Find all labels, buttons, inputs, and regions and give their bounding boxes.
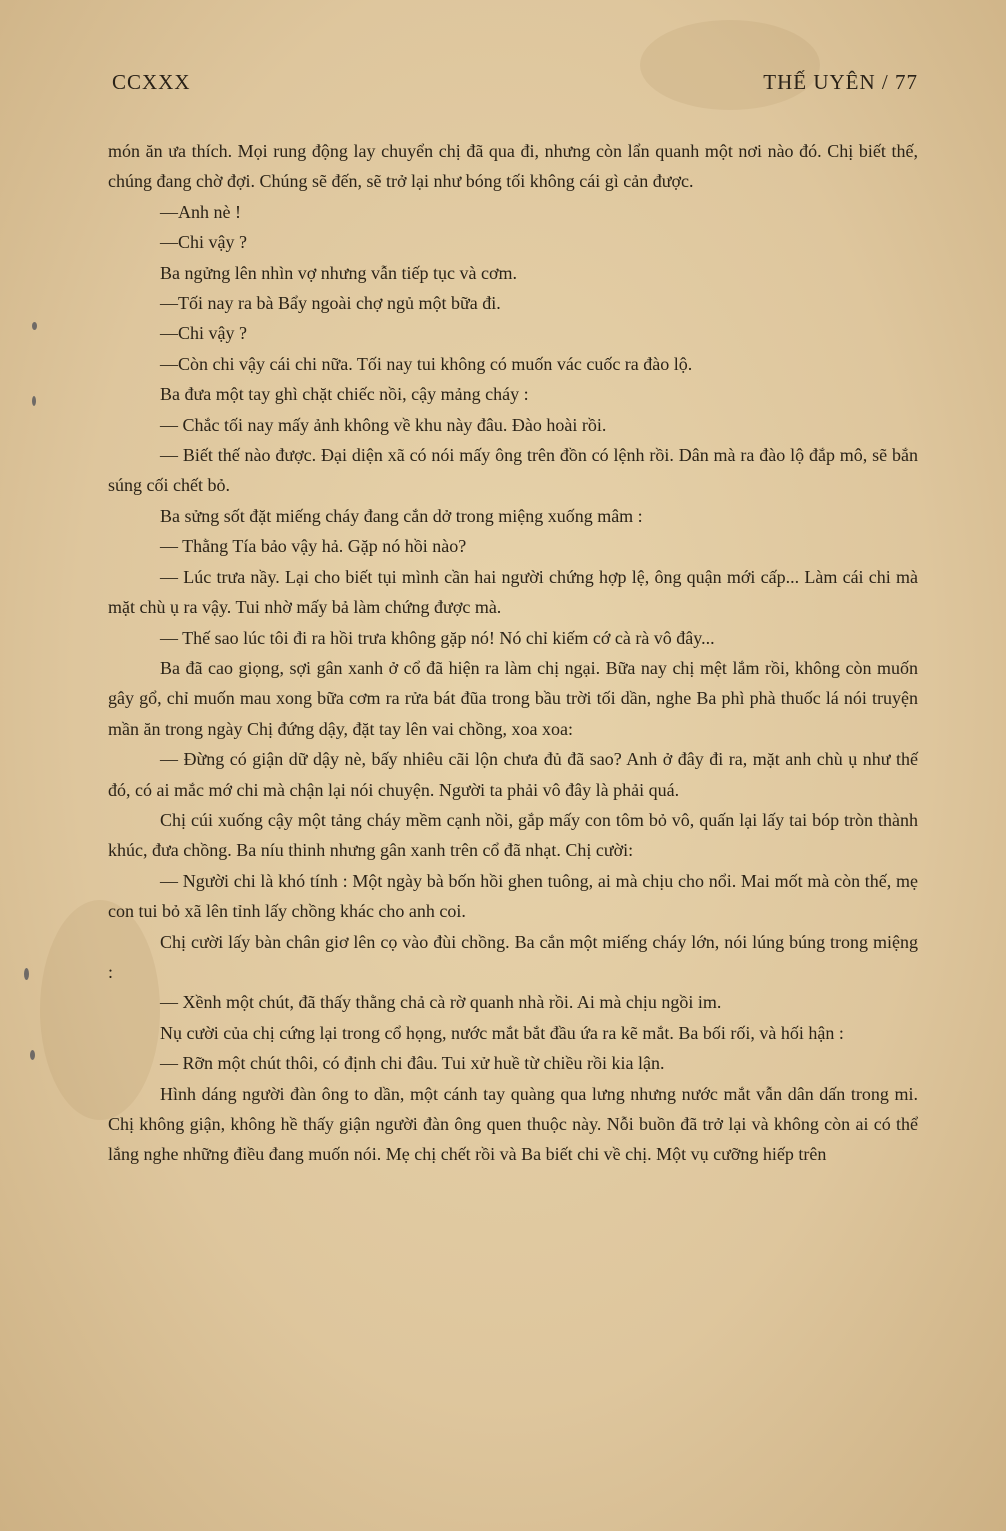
paragraph: —Anh nè ! <box>160 201 241 222</box>
paragraph: — Thằng Tía bảo vậy hả. Gặp nó hồi nào? <box>160 536 467 557</box>
paragraph: Chị cười lấy bàn chân giơ lên cọ vào đùi chồng. Ba cắn một miếng cháy lớn, nói lúng búng trong miệng : <box>108 931 918 982</box>
paragraph: Chị cúi xuống cậy một tảng cháy mềm cạnh nồi, gắp mấy con tôm bỏ vô, quấn lại lấy tai bóp tròn thành khúc, đưa chồng. Ba níu thinh nhưng gân xanh trên cổ đã nhạt. Chị cười: <box>108 809 918 861</box>
paragraph: Ba ngửng lên nhìn vợ nhưng vẫn tiếp tục và cơm. <box>160 262 517 283</box>
paragraph: — Lúc trưa nầy. Lại cho biết tụi mình cần hai người chứng hợp lệ, ông quận mới cấp... Làm cái chi mà mặt chù ụ ra vậy. Tui nhờ mấy bả làm chứng được mà. <box>108 566 918 618</box>
paragraph: — Đừng có giận dữ dậy nè, bấy nhiêu cãi lộn chưa đủ đã sao? Anh ở đây đi ra, mặt anh chù ụ như thế đó, có ai mắc mớ chi mà chận lại nói chuyện. Người ta phải vô đây là phải quá. <box>108 749 918 800</box>
page-header <box>112 70 918 100</box>
binding-mark <box>32 322 37 330</box>
binding-mark <box>32 396 36 406</box>
paragraph: Hình dáng người đàn ông to dần, một cánh tay quàng qua lưng nhưng nước mắt vẫn dân dấn trong mi. Chị không giận, không hề thấy giận người đàn ông quen thuộc này. Nỗi buồn đã trở lại và không còn ai có thể lắng nghe những điều đang muốn nói. Mẹ chị chết rồi và Ba biết chi về chị. Một vụ cưỡng hiếp trên <box>108 1083 918 1165</box>
paragraph: — Xềnh một chút, đã thấy thằng chả cà rờ quanh nhà rồi. Ai mà chịu ngồi im. <box>160 992 722 1013</box>
paragraph: Nụ cười của chị cứng lại trong cổ họng, nước mắt bắt đầu ứa ra kẽ mắt. Ba bối rối, và hối hận : <box>160 1022 844 1043</box>
section-label: CCXXX <box>112 70 191 94</box>
paragraph: Ba sửng sốt đặt miếng cháy đang cắn dở trong miệng xuống mâm : <box>160 505 643 526</box>
paragraph: —Chi vậy ? <box>160 232 247 253</box>
binding-mark <box>30 1050 35 1060</box>
paragraph: — Chắc tối nay mấy ảnh không về khu này đâu. Đào hoài rồi. <box>160 414 607 435</box>
paragraph: — Người chi là khó tính : Một ngày bà bốn hồi ghen tuông, ai mà chịu cho nổi. Mai mốt mà còn thế, mẹ con tui bỏ xã lên tỉnh lấy chồng khác cho anh coi. <box>108 870 918 922</box>
paragraph: Ba đưa một tay ghì chặt chiếc nồi, cậy mảng cháy : <box>160 384 529 405</box>
binding-mark <box>24 968 29 980</box>
paragraph: — Rỡn một chút thôi, có định chi đâu. Tui xử huề từ chiều rồi kia lận. <box>160 1053 665 1074</box>
body-text <box>108 136 918 1170</box>
paragraph: —Còn chi vậy cái chi nữa. Tối nay tui không có muốn vác cuốc ra đào lộ. <box>160 353 693 374</box>
paragraph: — Biết thế nào được. Đại diện xã có nói mấy ông trên đồn có lệnh rồi. Dân mà ra đào lộ đắp mô, sẽ bắn súng cối chết bỏ. <box>108 445 918 496</box>
paragraph: món ăn ưa thích. Mọi rung động lay chuyển chị đã qua đi, nhưng còn lẩn quanh một nơi nào đó. Chị biết thế, chúng đang chờ đợi. Chúng sẽ đến, sẽ trở lại như bóng tối không cái gì cản được. <box>108 141 918 192</box>
paragraph: Ba đã cao giọng, sợi gân xanh ở cổ đã hiện ra làm chị ngại. Bữa nay chị mệt lắm rồi, không còn muốn gây gổ, chỉ muốn mau xong bữa cơm ra rửa bát đũa trong bầu trời tối dần, nghe Ba phì phà thuốc lá nói truyện mần ăn trong ngày Chị đứng dậy, đặt tay lên vai chồng, xoa xoa: <box>108 657 918 739</box>
paragraph: —Chi vậy ? <box>160 323 247 344</box>
paragraph: —Tối nay ra bà Bẩy ngoài chợ ngủ một bữa đi. <box>160 293 501 314</box>
paragraph: — Thế sao lúc tôi đi ra hồi trưa không gặp nó! Nó chỉ kiếm cớ cà rà vô đây... <box>160 627 715 648</box>
running-title: THẾ UYÊN / 77 <box>763 70 918 94</box>
